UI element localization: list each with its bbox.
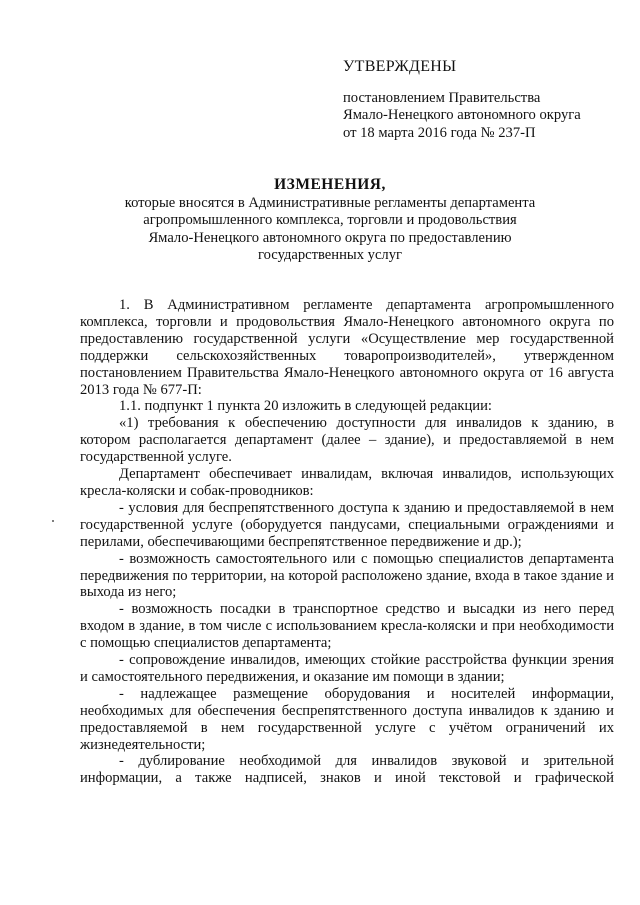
body-paragraph: - надлежащее размещение оборудования и носителей информации, необходимых для обеспечения беспрепятственного доступа инвалидов к зданию и предоставляемой в нем государственной услуге с учётом ограничений их жизнедеятельности;	[80, 685, 614, 753]
body-paragraph: «1) требования к обеспечению доступности для инвалидов к зданию, в котором располагается департамент (далее – здание), и предоставляемой в нем государственной услуге.	[80, 415, 614, 466]
body-paragraph: Департамент обеспечивает инвалидам, включая инвалидов, использующих кресла-коляски и собак-проводников:	[80, 466, 614, 499]
approval-line: Ямало-Ненецкого автономного округа	[343, 107, 581, 123]
document-body	[80, 297, 614, 787]
document-subtitle-line: государственных услуг	[258, 247, 402, 263]
scan-speck	[52, 520, 54, 522]
body-paragraph: 1.1. подпункт 1 пункта 20 изложить в следующей редакции:	[119, 398, 492, 415]
approval-stamp	[343, 58, 628, 142]
body-paragraph: - возможность самостоятельного или с помощью специалистов департамента передвижения по территории, на которой расположено здание, входа в такое здание и выхода из него;	[80, 550, 614, 601]
body-paragraph: 1. В Административном регламенте департамента агропромышленного комплекса, торговли и продовольствия Ямало-Ненецкого автономного округа по предоставлению государственной услуги «Осуществление мер государственной поддержки сельскохозяйственных товаропроизводителей», утвержденном постановлением Правительства Ямало-Ненецкого автономного округа от 16 августа 2013 года № 677-П:	[80, 297, 614, 398]
document-title: ИЗМЕНЕНИЯ,	[274, 176, 386, 193]
document-title-block	[80, 176, 580, 265]
document-subtitle-line: Ямало-Ненецкого автономного округа по предоставлению	[148, 229, 512, 246]
body-paragraph: - условия для беспрепятственного доступа к зданию и предоставляемой в нем государственной услуге (оборудуется пандусами, специальными ограждениями и перилами, обеспечивающими беспрепятственное передвижение и др.);	[80, 499, 614, 550]
body-paragraph: - возможность посадки в транспортное средство и высадки из него перед входом в здание, в том числе с использованием кресла-коляски и при необходимости с помощью специалистов департамента;	[80, 601, 614, 652]
document-subtitle-line: которые вносятся в Административные регламенты департамента	[124, 194, 536, 211]
approval-line: постановлением Правительства	[343, 89, 541, 106]
approval-heading: УТВЕРЖДЕНЫ	[343, 58, 457, 75]
document-subtitle-line: агропромышленного комплекса, торговли и продовольствия	[143, 212, 517, 228]
body-paragraph: - сопровождение инвалидов, имеющих стойкие расстройства функции зрения и самостоятельного передвижения, и оказание им помощи в здании;	[80, 652, 614, 685]
body-paragraph: - дублирование необходимой для инвалидов звуковой и зрительной информации, а также надписей, знаков и иной текстовой и графической	[80, 753, 614, 787]
approval-line: от 18 марта 2016 года № 237-П	[343, 124, 536, 141]
